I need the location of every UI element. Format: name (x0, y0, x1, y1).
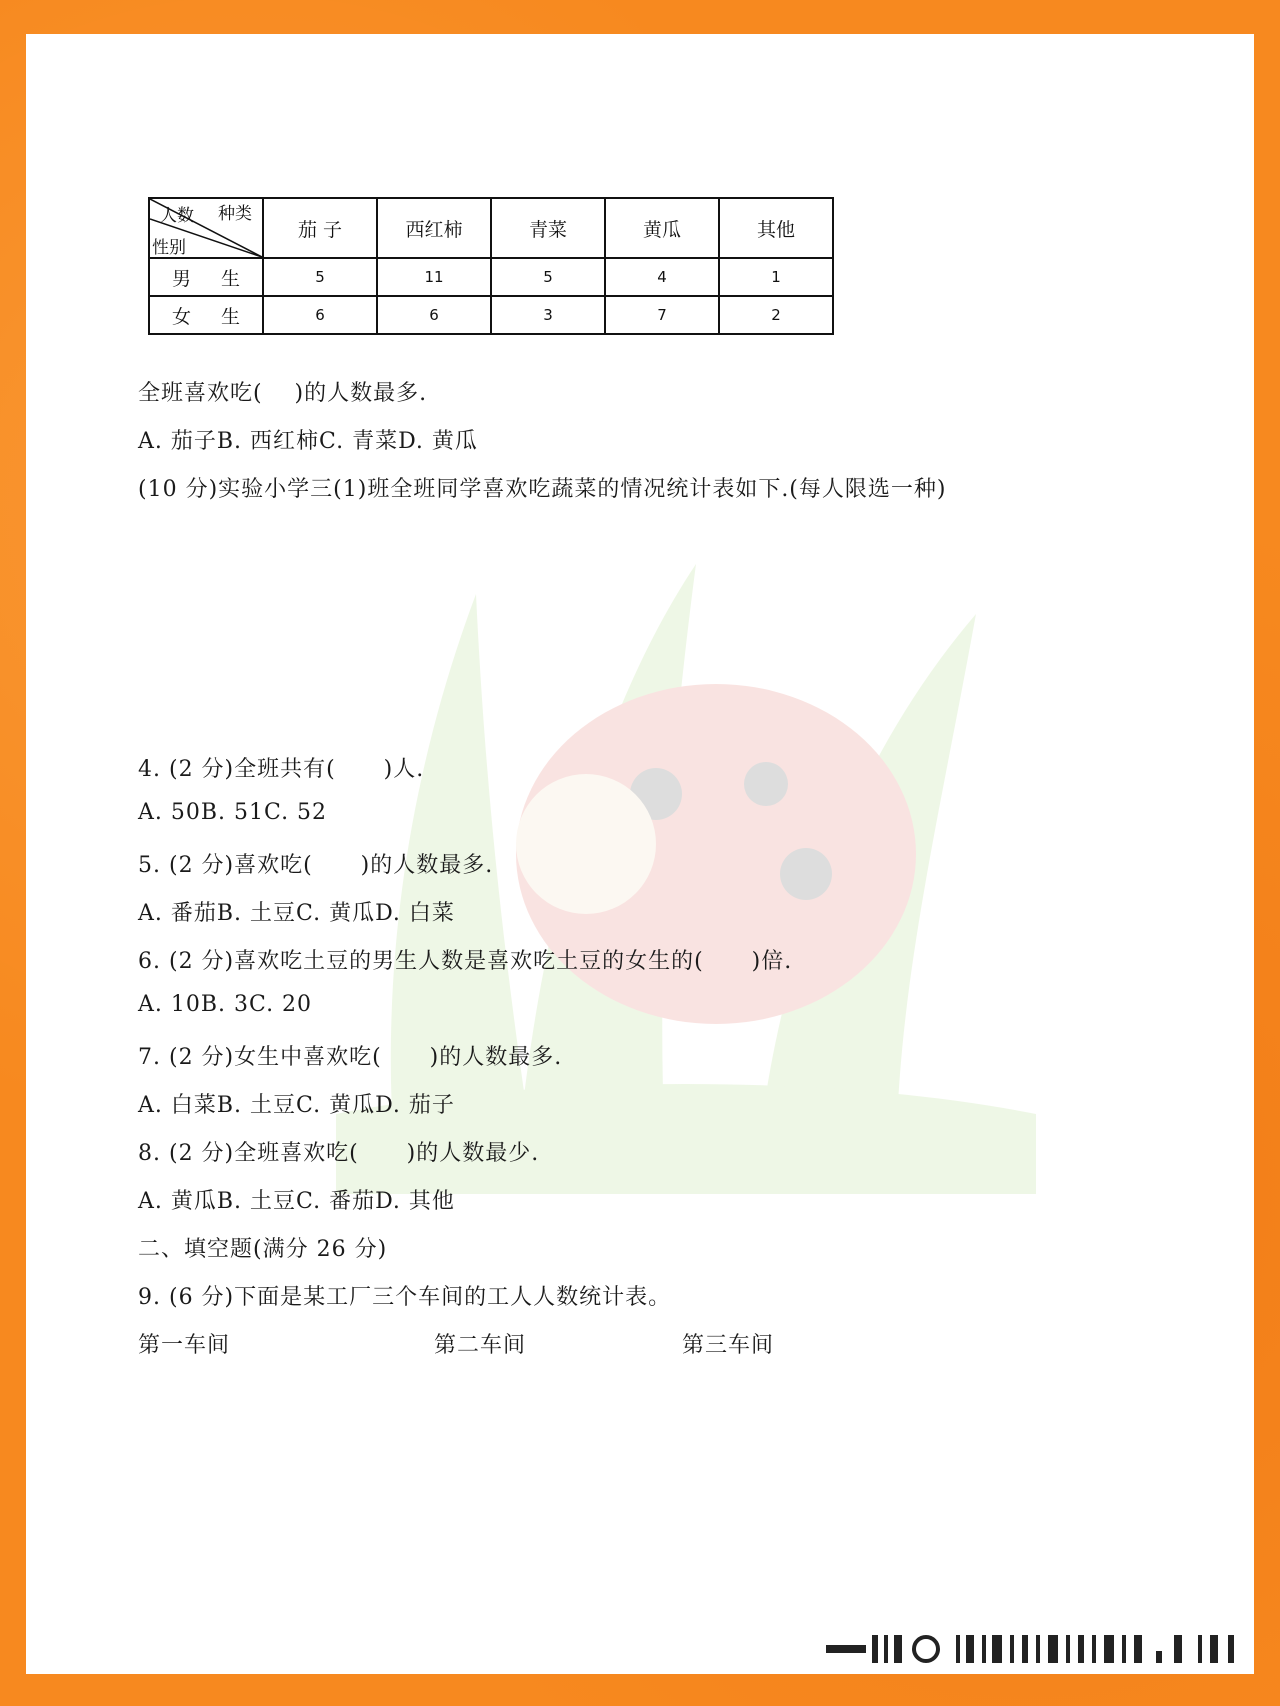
table-corner-header (149, 198, 263, 258)
corner-count-label: 人数 (160, 206, 194, 226)
options-7: A. 白菜B. 土豆C. 黄瓜D. 茄子 (138, 1093, 455, 1118)
question-intro: (10 分)实验小学三(1)班全班同学喜欢吃蔬菜的情况统计表如下.(每人限选一种) (138, 477, 947, 502)
table-cell: 1 (719, 258, 833, 296)
table-cell: 6 (377, 296, 491, 334)
corner-kind-label: 种类 (218, 204, 252, 224)
options-8: A. 黄瓜B. 土豆C. 番茄D. 其他 (138, 1189, 455, 1214)
column-header: 其他 (719, 198, 833, 258)
options-6: A. 10B. 3C. 20 (138, 992, 313, 1017)
options-line: A. 茄子B. 西红柿C. 青菜D. 黄瓜 (138, 429, 478, 454)
row-label: 女 生 (149, 296, 263, 334)
footer-barcode-icon (826, 1631, 1254, 1667)
options-4: A. 50B. 51C. 52 (138, 800, 328, 825)
column-header: 西红柿 (377, 198, 491, 258)
workshop-2-label: 第二车间 (434, 1333, 527, 1358)
table-cell: 5 (491, 258, 605, 296)
question-7: 7. (2 分)女生中喜欢吃( )的人数最多. (138, 1045, 563, 1070)
table-cell: 4 (605, 258, 719, 296)
table-cell: 3 (491, 296, 605, 334)
table-cell: 6 (263, 296, 377, 334)
question-9: 9. (6 分)下面是某工厂三个车间的工人人数统计表。 (138, 1285, 672, 1310)
column-header: 茄 子 (263, 198, 377, 258)
question-4: 4. (2 分)全班共有( )人. (138, 757, 425, 782)
question-line: 全班喜欢吃( )的人数最多. (138, 381, 428, 406)
table-cell: 11 (377, 258, 491, 296)
table-row (149, 296, 833, 334)
worksheet-page (26, 34, 1254, 1674)
row-label: 男 生 (149, 258, 263, 296)
workshop-3-label: 第三车间 (682, 1333, 775, 1358)
table-cell: 2 (719, 296, 833, 334)
column-header: 黄瓜 (605, 198, 719, 258)
vegetable-stats-table (148, 197, 834, 335)
section-heading: 二、填空题(满分 26 分) (138, 1237, 388, 1262)
table-cell: 7 (605, 296, 719, 334)
question-5: 5. (2 分)喜欢吃( )的人数最多. (138, 853, 494, 878)
column-header: 青菜 (491, 198, 605, 258)
question-8: 8. (2 分)全班喜欢吃( )的人数最少. (138, 1141, 540, 1166)
question-6: 6. (2 分)喜欢吃土豆的男生人数是喜欢吃土豆的女生的( )倍. (138, 949, 793, 974)
table-cell: 5 (263, 258, 377, 296)
table-row (149, 258, 833, 296)
workshop-1-label: 第一车间 (138, 1333, 231, 1358)
corner-gender-label: 性别 (152, 238, 186, 258)
options-5: A. 番茄B. 土豆C. 黄瓜D. 白菜 (138, 901, 455, 926)
